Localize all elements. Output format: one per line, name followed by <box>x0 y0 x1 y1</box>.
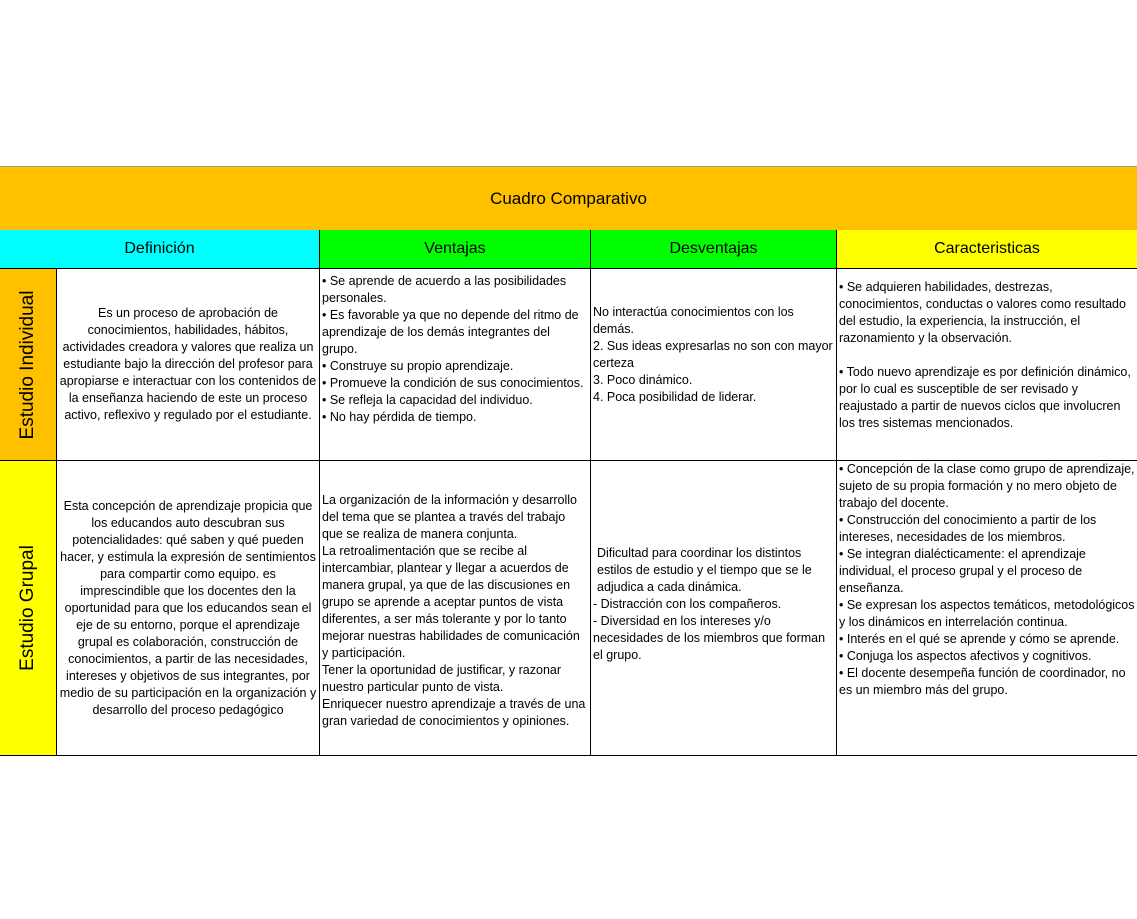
list-item: • Interés en el qué se aprende y cómo se aprende. <box>839 632 1120 646</box>
definition-text: Es un proceso de aprobación de conocimientos, habilidades, hábitos, actividades creadora y valores que realiza un estudiante bajo la dirección del profesor para apropiarse e interactuar con los contenidos de la enseñanza haciendo de este un proceso activo, reflexivo y regulado por el estudiante. <box>59 306 317 422</box>
list-item: • Es favorable ya que no depende del ritmo de aprendizaje de los demás integrantes del grupo. <box>322 308 579 356</box>
cell-individual-desventajas <box>591 269 837 461</box>
list-item: • Promueve la condición de sus conocimientos. <box>322 376 584 390</box>
list-item: 2. Sus ideas expresarlas no son con mayor certeza <box>593 338 833 370</box>
table-title-text: Cuadro Comparativo <box>490 188 647 208</box>
cell-individual-ventajas <box>320 269 591 461</box>
row-label-estudio-individual <box>0 269 57 461</box>
list-item: 3. Poco dinámico. <box>593 372 693 387</box>
cell-individual-caracteristicas <box>837 269 1137 461</box>
list-item: • Construye su propio aprendizaje. <box>322 359 514 373</box>
list-item: • Se refleja la capacidad del individuo. <box>322 393 533 407</box>
header-desventajas: Desventajas <box>591 230 837 269</box>
list-item: • Se aprende de acuerdo a las posibilidades personales. <box>322 274 567 305</box>
cell-individual-definicion <box>57 269 320 461</box>
row-label-estudio-grupal <box>0 461 57 756</box>
cell-grupal-definicion <box>57 461 320 756</box>
row-label-text: Estudio Grupal <box>17 545 38 671</box>
list-item: La organización de la información y desarrollo del tema que se plantea a través del trabajo que se realiza de manera conjunta. <box>322 493 578 541</box>
cell-grupal-caracteristicas <box>837 461 1137 756</box>
header-caracteristicas: Caracteristicas <box>837 230 1137 269</box>
list-item: - Diversidad en los intereses y/o necesidades de los miembros que forman el grupo. <box>593 613 826 662</box>
list-item: Tener la oportunidad de justificar, y razonar nuestro particular punto de vista. <box>322 663 562 694</box>
list-item: • Construcción del conocimiento a partir de los intereses, necesidades de los miembros. <box>839 513 1097 544</box>
list-item: • Todo nuevo aprendizaje es por definición dinámico, por lo cual es susceptible de ser revisado y reajustado a partir de nuevos ciclos que involucren los tres sistemas mencionados. <box>839 365 1131 430</box>
list-item: Enriquecer nuestro aprendizaje a través de una gran variedad de conocimientos y opiniones. <box>322 697 586 728</box>
list-item: • No hay pérdida de tiempo. <box>322 410 477 424</box>
list-item: - Distracción con los compañeros. <box>593 596 782 611</box>
list-item: • El docente desempeña función de coordinador, no es un miembro más del grupo. <box>839 666 1126 697</box>
header-definicion: Definición <box>0 230 320 269</box>
cell-grupal-ventajas <box>320 461 591 756</box>
list-item: • Se adquieren habilidades, destrezas, conocimientos, conductas o valores como resultado del estudio, la experiencia, la instrucción, el razonamiento y la observación. <box>839 280 1126 345</box>
table-title <box>0 166 1137 230</box>
list-item: La retroalimentación que se recibe al intercambiar, plantear y llegar a acuerdos de manera grupal, ya que de las discusiones en grupo se aprende a aceptar puntos de vista diferentes, a ser más tolerante y por lo tanto mejorar nuestras habilidades de comunicación y participación. <box>322 544 580 660</box>
header-ventajas: Ventajas <box>320 230 591 269</box>
row-label-text: Estudio Individual <box>17 290 38 439</box>
list-item: Dificultad para coordinar los distintos estilos de estudio y el tiempo que se le adjudica a cada dinámica. <box>597 545 812 594</box>
list-item: No interactúa conocimientos con los demás. <box>593 304 794 336</box>
list-item: • Concepción de la clase como grupo de aprendizaje, sujeto de su propia formación y no mero objeto de trabajo del docente. <box>839 462 1135 510</box>
list-item: • Conjuga los aspectos afectivos y cognitivos. <box>839 649 1092 663</box>
definition-text: Esta concepción de aprendizaje propicia que los educandos auto descubran sus potencialidades: qué saben y qué pueden hacer, y estimula la expresión de sentimientos para compartir como equipo. es imprescindible que los docentes den la oportunidad para que los educandos sean el eje de su entorno, porque el aprendizaje grupal es colaboración, construcción de conocimientos, a partir de las necesidades, intereses y objetivos de sus integrantes, por medio de su participación en la organización y desarrollo del proceso pedagógico <box>59 498 317 717</box>
list-item: 4. Poca posibilidad de liderar. <box>593 389 757 404</box>
paragraph-gap <box>839 347 1135 364</box>
list-item: • Se expresan los aspectos temáticos, metodológicos y los dinámicos en interrelación continua. <box>839 598 1135 629</box>
cell-grupal-desventajas <box>591 461 837 756</box>
list-item: • Se integran dialécticamente: el aprendizaje individual, el proceso grupal y el proceso de enseñanza. <box>839 547 1086 595</box>
